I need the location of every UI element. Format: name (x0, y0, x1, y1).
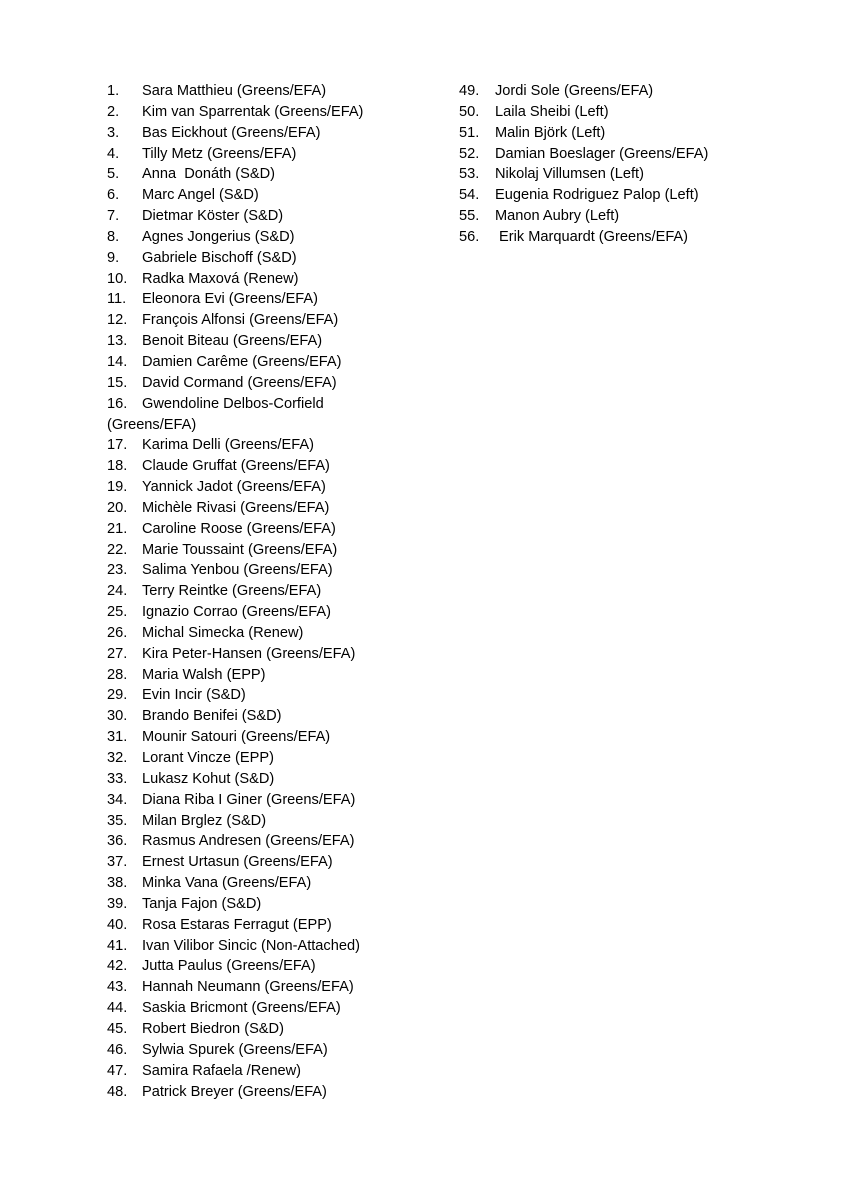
member-name: Patrick Breyer (Greens/EFA) (142, 1083, 327, 1100)
member-name: Laila Sheibi (Left) (495, 103, 609, 120)
list-item (107, 998, 437, 1019)
member-name: François Alfonsi (Greens/EFA) (142, 312, 339, 329)
member-name: Anna Donáth (S&D) (142, 166, 276, 183)
list-item (107, 102, 437, 123)
member-name: Diana Riba I Giner (Greens/EFA) (142, 791, 356, 808)
member-name: Lorant Vincze (EPP) (142, 750, 274, 766)
item-number: 32. (107, 750, 128, 766)
member-name: Maria Walsh (EPP) (142, 666, 266, 683)
member-name: Samira Rafaela /Renew) (142, 1062, 301, 1079)
item-number: 33. (107, 770, 128, 787)
item-number: 24. (107, 583, 128, 600)
list-item (107, 936, 437, 957)
member-name: Milan Brglez (S&D) (142, 812, 267, 829)
item-number: 14. (107, 353, 128, 370)
list-item (107, 477, 437, 498)
item-number: 10. (107, 270, 128, 287)
list-item (107, 81, 437, 102)
list-item (107, 790, 437, 811)
item-number: 13. (107, 333, 128, 350)
list-item (107, 1019, 437, 1040)
member-name: Marc Angel (S&D) (142, 187, 259, 204)
list-item (107, 665, 437, 686)
list-item (107, 644, 437, 665)
member-name: Dietmar Köster (S&D) (142, 208, 284, 225)
list-item (107, 373, 437, 394)
item-number: 42. (107, 958, 128, 975)
member-name: Evin Incir (S&D) (142, 687, 246, 704)
item-number: 38. (107, 875, 128, 892)
member-name: Ivan Vilibor Sincic (Non-Attached) (142, 937, 360, 954)
item-number: 3. (107, 124, 120, 141)
member-name: Rosa Estaras Ferragut (EPP) (142, 916, 332, 933)
item-number: 15. (107, 374, 128, 391)
item-number: 7. (107, 208, 120, 225)
list-item (107, 269, 437, 290)
member-name: Erik Marquardt (Greens/EFA) (495, 228, 689, 245)
member-name: Damian Boeslager (Greens/EFA) (495, 145, 709, 162)
member-name: Rasmus Andresen (Greens/EFA) (142, 833, 355, 850)
list-item (107, 602, 437, 623)
member-name: Benoit Biteau (Greens/EFA) (142, 333, 323, 350)
item-number: 56. (459, 228, 480, 245)
item-number: 27. (107, 645, 128, 662)
item-number: 44. (107, 1000, 128, 1017)
member-name: Sara Matthieu (Greens/EFA) (142, 83, 327, 99)
item-number: 18. (107, 458, 128, 475)
item-number: 6. (107, 187, 120, 204)
member-name: Lukasz Kohut (S&D) (142, 770, 275, 787)
member-name: Kim van Sparrentak (Greens/EFA) (142, 103, 364, 120)
member-name: Ignazio Corrao (Greens/EFA) (142, 604, 331, 621)
list-item (107, 769, 437, 790)
item-number: 30. (107, 708, 128, 725)
item-number: 36. (107, 833, 128, 850)
list-item (107, 831, 437, 852)
item-number: 25. (107, 604, 128, 621)
member-name: Claude Gruffat (Greens/EFA) (142, 458, 330, 475)
item-number: 29. (107, 687, 128, 704)
item-number: 20. (107, 499, 128, 516)
list-item (459, 102, 789, 123)
member-name: Nikolaj Villumsen (Left) (495, 166, 644, 183)
list-item (459, 185, 789, 206)
list-item (107, 206, 437, 227)
list-item (459, 81, 789, 102)
member-name: Yannick Jadot (Greens/EFA) (142, 479, 326, 496)
member-name: Terry Reintke (Greens/EFA) (142, 583, 322, 600)
list-item (107, 581, 437, 602)
list-item (107, 227, 437, 248)
list-item (107, 519, 437, 540)
list-item (107, 915, 437, 936)
member-group-continued: (Greens/EFA) (107, 416, 197, 433)
member-name: David Cormand (Greens/EFA) (142, 374, 337, 391)
item-number: 22. (107, 541, 128, 558)
item-number: 31. (107, 729, 128, 746)
item-number: 37. (107, 854, 128, 871)
item-number: 52. (459, 145, 480, 162)
member-name: Manon Aubry (Left) (495, 208, 620, 225)
list-item (107, 706, 437, 727)
item-number: 5. (107, 166, 120, 183)
item-number: 2. (107, 103, 120, 120)
signatory-list-left (107, 81, 437, 1102)
list-item (107, 352, 437, 373)
list-item (107, 977, 437, 998)
list-item (107, 727, 437, 748)
item-number: 55. (459, 208, 480, 225)
member-name: Gwendoline Delbos-Corfield (142, 395, 324, 412)
list-item (107, 435, 437, 456)
member-name: Salima Yenbou (Greens/EFA) (142, 562, 333, 579)
list-item (107, 456, 437, 477)
item-number: 40. (107, 916, 128, 933)
list-item (459, 206, 789, 227)
item-number: 1. (107, 83, 120, 99)
item-number: 46. (107, 1041, 128, 1058)
list-item (107, 331, 437, 352)
member-name: Minka Vana (Greens/EFA) (142, 875, 312, 892)
item-number: 51. (459, 124, 480, 141)
member-name: Kira Peter-Hansen (Greens/EFA) (142, 645, 356, 662)
item-number: 50. (459, 103, 480, 120)
item-number: 8. (107, 228, 120, 245)
item-number: 4. (107, 145, 120, 162)
member-name: Agnes Jongerius (S&D) (142, 228, 295, 245)
member-name: Caroline Roose (Greens/EFA) (142, 520, 336, 537)
item-number: 23. (107, 562, 128, 579)
member-name: Bas Eickhout (Greens/EFA) (142, 124, 321, 141)
member-name: Tanja Fajon (S&D) (142, 895, 262, 912)
item-number: 53. (459, 166, 480, 183)
list-item (107, 248, 437, 269)
list-item (107, 685, 437, 706)
member-name: Ernest Urtasun (Greens/EFA) (142, 854, 333, 871)
member-name: Michèle Rivasi (Greens/EFA) (142, 499, 330, 516)
item-number: 34. (107, 791, 128, 808)
list-item (107, 623, 437, 644)
member-name: Hannah Neumann (Greens/EFA) (142, 979, 354, 996)
list-item (107, 498, 437, 519)
item-number: 28. (107, 666, 128, 683)
list-item (459, 144, 789, 165)
member-name: Brando Benifei (S&D) (142, 708, 282, 725)
list-item (107, 560, 437, 581)
list-item (107, 164, 437, 185)
list-item (459, 123, 789, 144)
item-number: 19. (107, 479, 128, 496)
item-number: 12. (107, 312, 128, 329)
item-number: 43. (107, 979, 128, 996)
list-item (107, 540, 437, 561)
member-name: Eugenia Rodriguez Palop (Left) (495, 187, 699, 204)
item-number: 41. (107, 937, 128, 954)
list-item (107, 894, 437, 915)
member-name: Karima Delli (Greens/EFA) (142, 437, 314, 454)
item-number: 16. (107, 395, 128, 412)
list-item (107, 310, 437, 331)
member-name: Tilly Metz (Greens/EFA) (142, 145, 297, 162)
list-item (107, 1040, 437, 1061)
list-item (107, 144, 437, 165)
item-number: 11. (107, 291, 127, 308)
item-number: 39. (107, 895, 128, 912)
item-number: 54. (459, 187, 480, 204)
member-name: Eleonora Evi (Greens/EFA) (142, 291, 319, 308)
item-number: 21. (107, 520, 128, 537)
list-item (107, 123, 437, 144)
member-name: Marie Toussaint (Greens/EFA) (142, 541, 338, 558)
item-number: 48. (107, 1083, 128, 1100)
item-number: 9. (107, 249, 120, 266)
list-item (107, 852, 437, 873)
list-item (107, 289, 437, 310)
item-number: 45. (107, 1020, 128, 1037)
list-item (459, 227, 789, 248)
list-item (107, 185, 437, 206)
member-name: Mounir Satouri (Greens/EFA) (142, 729, 331, 746)
member-name: Saskia Bricmont (Greens/EFA) (142, 1000, 341, 1017)
list-item (107, 956, 437, 977)
member-name: Radka Maxová (Renew) (142, 270, 299, 287)
list-item (107, 873, 437, 894)
list-item (107, 811, 437, 832)
item-number: 26. (107, 624, 128, 641)
member-name: Jutta Paulus (Greens/EFA) (142, 958, 316, 975)
item-number: 17. (107, 437, 128, 454)
member-name: Malin Björk (Left) (495, 124, 606, 141)
item-number: 35. (107, 812, 128, 829)
list-item (107, 748, 437, 769)
list-item (459, 164, 789, 185)
member-name: Jordi Sole (Greens/EFA) (495, 83, 654, 99)
member-name: Sylwia Spurek (Greens/EFA) (142, 1041, 328, 1058)
member-name: Michal Simecka (Renew) (142, 624, 304, 641)
list-item (107, 1082, 437, 1103)
member-name: Robert Biedron (S&D) (142, 1020, 284, 1037)
signatory-list-right (459, 81, 789, 248)
member-name: Damien Carême (Greens/EFA) (142, 353, 342, 370)
list-item (107, 394, 437, 436)
item-number: 49. (459, 83, 480, 99)
item-number: 47. (107, 1062, 128, 1079)
list-item (107, 1061, 437, 1082)
member-name: Gabriele Bischoff (S&D) (142, 249, 297, 266)
